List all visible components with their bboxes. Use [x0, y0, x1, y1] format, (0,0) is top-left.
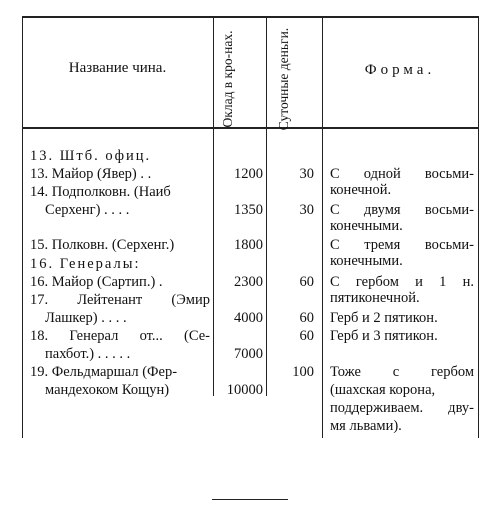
- column-divider-3: [322, 16, 323, 438]
- row-form: Герб и 2 пятикон.: [330, 310, 438, 326]
- row-form: С двумя восьми-: [330, 202, 474, 218]
- row-daily: 60: [299, 274, 314, 290]
- row-form: С гербом и 1 н.: [330, 274, 474, 290]
- row-daily: 30: [299, 202, 314, 218]
- row-daily: 30: [299, 166, 314, 182]
- row-form: Тоже с гербом: [330, 364, 474, 380]
- row-daily: 60: [299, 310, 314, 326]
- row-name: 17. Лейтенант (Эмир: [30, 292, 210, 308]
- row-form: пятиконечной.: [330, 290, 420, 306]
- row-name: мандехоком Кощун): [45, 382, 170, 398]
- row-name: Лашкер) . . . .: [45, 310, 127, 326]
- table-right-border: [478, 16, 479, 438]
- row-salary: 1350: [234, 202, 263, 218]
- row-name: Серхенг) . . . .: [45, 202, 130, 218]
- row-name: 14. Подполковн. (Наиб: [30, 184, 171, 200]
- table-top-rule: [22, 16, 478, 18]
- row-salary: 1800: [234, 237, 263, 253]
- row-form: Герб и 3 пятикон.: [330, 328, 438, 344]
- row-name: 16. Майор (Сартип.) .: [30, 274, 163, 290]
- row-form: С тремя восьми-: [330, 237, 474, 253]
- row-salary: 2300: [234, 274, 263, 290]
- row-name: 18. Генерал от... (Се-: [30, 328, 210, 344]
- row-form: конечными.: [330, 253, 403, 269]
- row-form: конечными.: [330, 218, 403, 234]
- row-salary: 10000: [226, 382, 263, 398]
- row-name: пахбот.) . . . . .: [45, 346, 131, 362]
- row-daily: 60: [299, 328, 314, 344]
- header-form: Форма.: [364, 62, 436, 78]
- row-form: С одной восьми-: [330, 166, 474, 182]
- row-salary: 4000: [234, 310, 263, 326]
- row-name: 16. Генералы:: [30, 256, 141, 272]
- footnote-rule: [212, 499, 288, 500]
- row-name: 15. Полковн. (Серхенг.): [30, 237, 175, 253]
- row-form: (шахская корона,: [330, 382, 436, 398]
- table-left-border: [22, 16, 23, 438]
- row-name: 13. Штб. офиц.: [30, 148, 152, 164]
- header-salary: Оклад в кро-нах.: [220, 30, 235, 128]
- row-form: мя львами).: [330, 418, 402, 434]
- row-salary: 1200: [234, 166, 263, 182]
- row-form: конечной.: [330, 182, 392, 198]
- row-name: 19. Фельдмаршал (Фер-: [30, 364, 178, 380]
- row-daily: 100: [292, 364, 314, 380]
- row-salary: 7000: [234, 346, 263, 362]
- row-form: поддерживаем. дву-: [330, 400, 474, 416]
- row-name: 13. Майор (Явер) . .: [30, 166, 152, 182]
- header-rank-name: Название чина.: [68, 60, 167, 76]
- header-daily-allowance: Суточные деньги.: [276, 27, 291, 131]
